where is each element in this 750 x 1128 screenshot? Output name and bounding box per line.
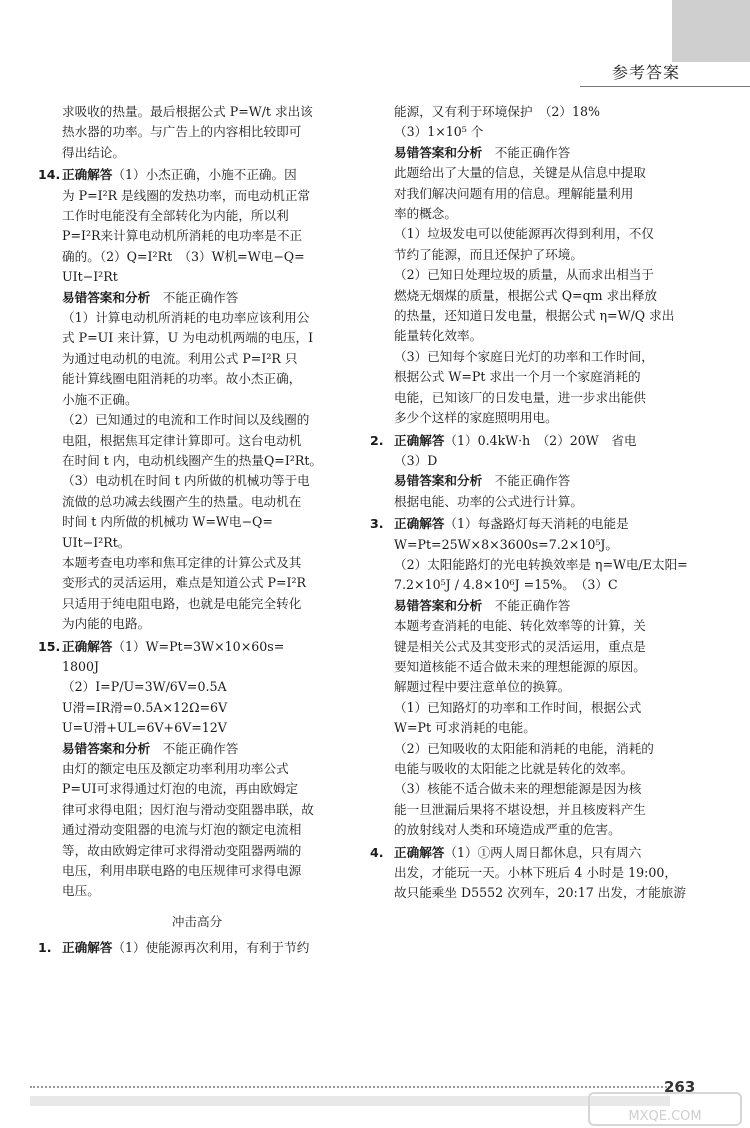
item-number: 1.	[38, 940, 52, 956]
text-line: 工作时电能没有全部转化为内能，所以利	[62, 208, 289, 224]
text-line: 求吸收的热量。最后根据公式 P=W/t 求出该	[62, 104, 313, 119]
text-line: 7.2×10⁵J / 4.8×10⁶J =15%。 （3）C	[394, 577, 618, 593]
text-line: 通过滑动变阻器的电流与灯泡的额定电流相	[62, 822, 302, 838]
answer-item	[370, 514, 710, 534]
text-line: 能一旦泄漏后果将不堪设想，并且核废料产生	[394, 801, 646, 817]
text-line: 电阻，根据焦耳定律计算即可。这台电动机	[62, 432, 302, 448]
text-line: 为通过电动机的电流。利用公式 P=I²R 只	[62, 350, 298, 366]
text-line: 流做的总功减去线圈产生的热量。电动机在	[62, 493, 302, 509]
text-line: 故只能乘坐 D5552 次列车，20:17 出发，才能旅游	[394, 885, 686, 901]
text-line: 小施不正确。	[62, 391, 138, 407]
error-analysis-text: 不能正确作答	[482, 144, 571, 160]
text-line: 式 P=UI 来计算，U 为电动机两端的电压，I	[62, 330, 314, 346]
text-line: 能计算线圈电阻消耗的功率。故小杰正确，	[62, 371, 302, 387]
correct-answer-label: 正确解答	[62, 167, 113, 183]
correct-answer-label: 正确解答	[62, 638, 113, 654]
text-line: UIt−I²Rt。	[62, 534, 131, 550]
text-line: （3）电动机在时间 t 内所做的机械功等于电	[62, 473, 310, 489]
text-line: 燃烧无烟煤的质量，根据公式 Q=qm 求出释放	[394, 287, 657, 303]
error-analysis-text: 不能正确作答	[150, 289, 239, 305]
error-analysis-label: 易错答案和分析	[394, 473, 483, 489]
error-analysis-label: 易错答案和分析	[394, 597, 483, 613]
text-line: 节约了能源，而且还保护了环境。	[394, 246, 583, 262]
text-line: W=Pt=25W×8×3600s=7.2×10⁵J。	[394, 536, 619, 552]
error-analysis-text: 不能正确作答	[482, 597, 571, 613]
left-column	[38, 102, 356, 959]
text-line: U滑=IR滑=0.5A×12Ω=6V	[62, 699, 228, 715]
corner-tab	[672, 0, 750, 62]
text-line: （3）核能不适合做未来的理想能源是因为核	[394, 781, 642, 797]
text-line: （2）已知吸收的太阳能和消耗的电能，消耗的	[394, 740, 654, 756]
answer-item	[370, 431, 710, 451]
correct-answer-label: 正确解答	[394, 432, 445, 448]
watermark-text: MXQE.COM	[628, 1109, 702, 1124]
answer-text: （1）小杰正确，小施不正确。因	[112, 167, 297, 183]
error-analysis-label: 易错答案和分析	[394, 144, 483, 160]
text-line: （2）已知通过的电流和工作时间以及线圈的	[62, 412, 310, 428]
text-line: 根据电能、功率的公式进行计算。	[394, 493, 583, 509]
text-line: 出发，才能玩一天。小林下班后 4 小时是 19:00，	[394, 865, 678, 881]
text-line: 的放射线对人类和环境造成严重的危害。	[394, 822, 621, 838]
error-analysis-heading	[370, 471, 710, 491]
answer-text: （1）①两人周日都休息，只有周六	[444, 844, 642, 860]
answer-item	[370, 843, 710, 863]
text-line: 率的概念。	[394, 206, 457, 222]
footer-band	[30, 1096, 670, 1106]
text-line: （2）已知日处理垃圾的质量，从而求出相当于	[394, 267, 654, 283]
text-line: 热水器的功率。与广告上的内容相比较即可	[62, 124, 302, 140]
text-line: 1800J	[62, 658, 100, 674]
correct-answer-label: 正确解答	[62, 940, 113, 956]
text-line: 为内能的电路。	[62, 616, 151, 632]
text-line: 变形式的灵活运用，难点是知道公式 P=I²R	[62, 575, 307, 591]
text-line: 电压，利用串联电路的电压规律可求得电源	[62, 863, 302, 879]
text-line: 的热量，还知道日发电量，根据公式 η=W/Q 求出	[394, 308, 675, 324]
error-analysis-heading	[370, 143, 710, 163]
text-line: 由灯的额定电压及额定功率利用功率公式	[62, 761, 289, 776]
text-line: 此题给出了大量的信息，关键是从信息中提取	[394, 165, 646, 181]
text-line: （2）I=P/U=3W/6V=0.5A	[62, 679, 227, 695]
text-line: 对我们解决问题有用的信息。理解能量利用	[394, 185, 634, 201]
page-header-title: 参考答案	[612, 63, 681, 82]
item-number: 15.	[38, 638, 61, 654]
item-number: 4.	[370, 844, 384, 860]
text-line: 能源，又有利于环境保护 （2）18%	[394, 104, 601, 119]
item-number: 2.	[370, 432, 384, 448]
text-line: （1）已知路灯的功率和工作时间，根据公式	[394, 699, 642, 715]
text-line: 要知道核能不适合做未来的理想能源的原因。	[394, 658, 646, 674]
answer-item	[38, 637, 356, 657]
text-line: UIt−I²Rt	[62, 269, 118, 285]
text-line: 只适用于纯电阻电路，也就是电能完全转化	[62, 595, 302, 611]
text-line: 时间 t 内所做的机械功 W=W电−Q=	[62, 514, 273, 530]
footer-dotted-rule	[30, 1086, 670, 1088]
error-analysis-heading	[38, 739, 356, 759]
text-line: 多少个这样的家庭照明用电。	[394, 410, 558, 426]
text-line: W=Pt 可求消耗的电能。	[394, 720, 536, 736]
text-line: P=UI可求得通过灯泡的电流，再由欧姆定	[62, 781, 299, 797]
text-line: 确的。（2）Q=I²Rt （3）W机=W电−Q=	[62, 248, 305, 264]
correct-answer-label: 正确解答	[394, 844, 445, 860]
answer-text: （1）W=Pt=3W×10×60s=	[112, 638, 285, 654]
text-line: （2）太阳能路灯的光电转换效率是 η=W电/E太阳=	[394, 556, 688, 572]
text-line: 根据公式 W=Pt 求出一个月一个家庭消耗的	[394, 369, 641, 385]
text-line: 本题考查消耗的电能、转化效率等的计算，关	[394, 618, 646, 634]
text-line: 律可求得电阻；因灯泡与滑动变阻器串联，故	[62, 801, 314, 817]
answer-item	[38, 165, 356, 185]
error-analysis-heading	[38, 288, 356, 308]
text-line: 键是相关公式及其变形式的灵活运用，重点是	[394, 638, 646, 654]
text-line: （3）D	[394, 452, 438, 468]
error-analysis-label: 易错答案和分析	[62, 289, 151, 305]
error-analysis-text: 不能正确作答	[150, 740, 239, 756]
text-line: （1）计算电动机所消耗的电功率应该利用公	[62, 310, 310, 326]
text-line: 能量转化效率。	[394, 328, 483, 344]
error-analysis-text: 不能正确作答	[482, 473, 571, 489]
text-line: （3）1×10⁵ 个	[394, 124, 484, 140]
text-line: 得出结论。	[62, 144, 125, 160]
watermark-logo	[588, 1092, 742, 1126]
item-number: 14.	[38, 167, 61, 183]
error-analysis-heading	[370, 596, 710, 616]
answer-text: （1）每盏路灯每天消耗的电能是	[444, 516, 629, 532]
text-line: P=I²R来计算电动机所消耗的电功率是不正	[62, 228, 303, 244]
text-line: 等，故由欧姆定律可求得滑动变阻器两端的	[62, 842, 302, 858]
text-line: 电能，已知该厂的日发电量，进一步求出能供	[394, 389, 646, 405]
text-line: 电能与吸收的太阳能之比就是转化的效率。	[394, 761, 634, 776]
text-line: 解题过程中要注意单位的换算。	[394, 679, 571, 695]
text-line: 为 P=I²R 是线圈的发热功率，而电动机正常	[62, 187, 311, 203]
answer-text: （1）使能源再次利用，有利于节约	[112, 940, 310, 956]
text-line: 在时间 t 内，电动机线圈产生的热量Q=I²Rt。	[62, 452, 323, 468]
item-number: 3.	[370, 516, 384, 532]
text-line: 本题考查电功率和焦耳定律的计算公式及其	[62, 554, 302, 570]
section-title: 冲击高分	[171, 913, 223, 929]
page-number: 263	[664, 1078, 696, 1096]
right-column	[370, 102, 710, 904]
answer-text: （1）0.4kW·h （2）20W 省电	[444, 432, 637, 448]
error-analysis-label: 易错答案和分析	[62, 740, 151, 756]
correct-answer-label: 正确解答	[394, 516, 445, 532]
text-line: （3）已知每个家庭日光灯的功率和工作时间，	[394, 348, 654, 364]
answer-item	[38, 938, 356, 958]
text-line: （1）垃圾发电可以使能源再次得到利用，不仅	[394, 226, 654, 242]
text-line: U=U滑+UL=6V+6V=12V	[62, 720, 227, 736]
header-rule	[580, 86, 750, 87]
text-line: 电压。	[62, 883, 100, 899]
